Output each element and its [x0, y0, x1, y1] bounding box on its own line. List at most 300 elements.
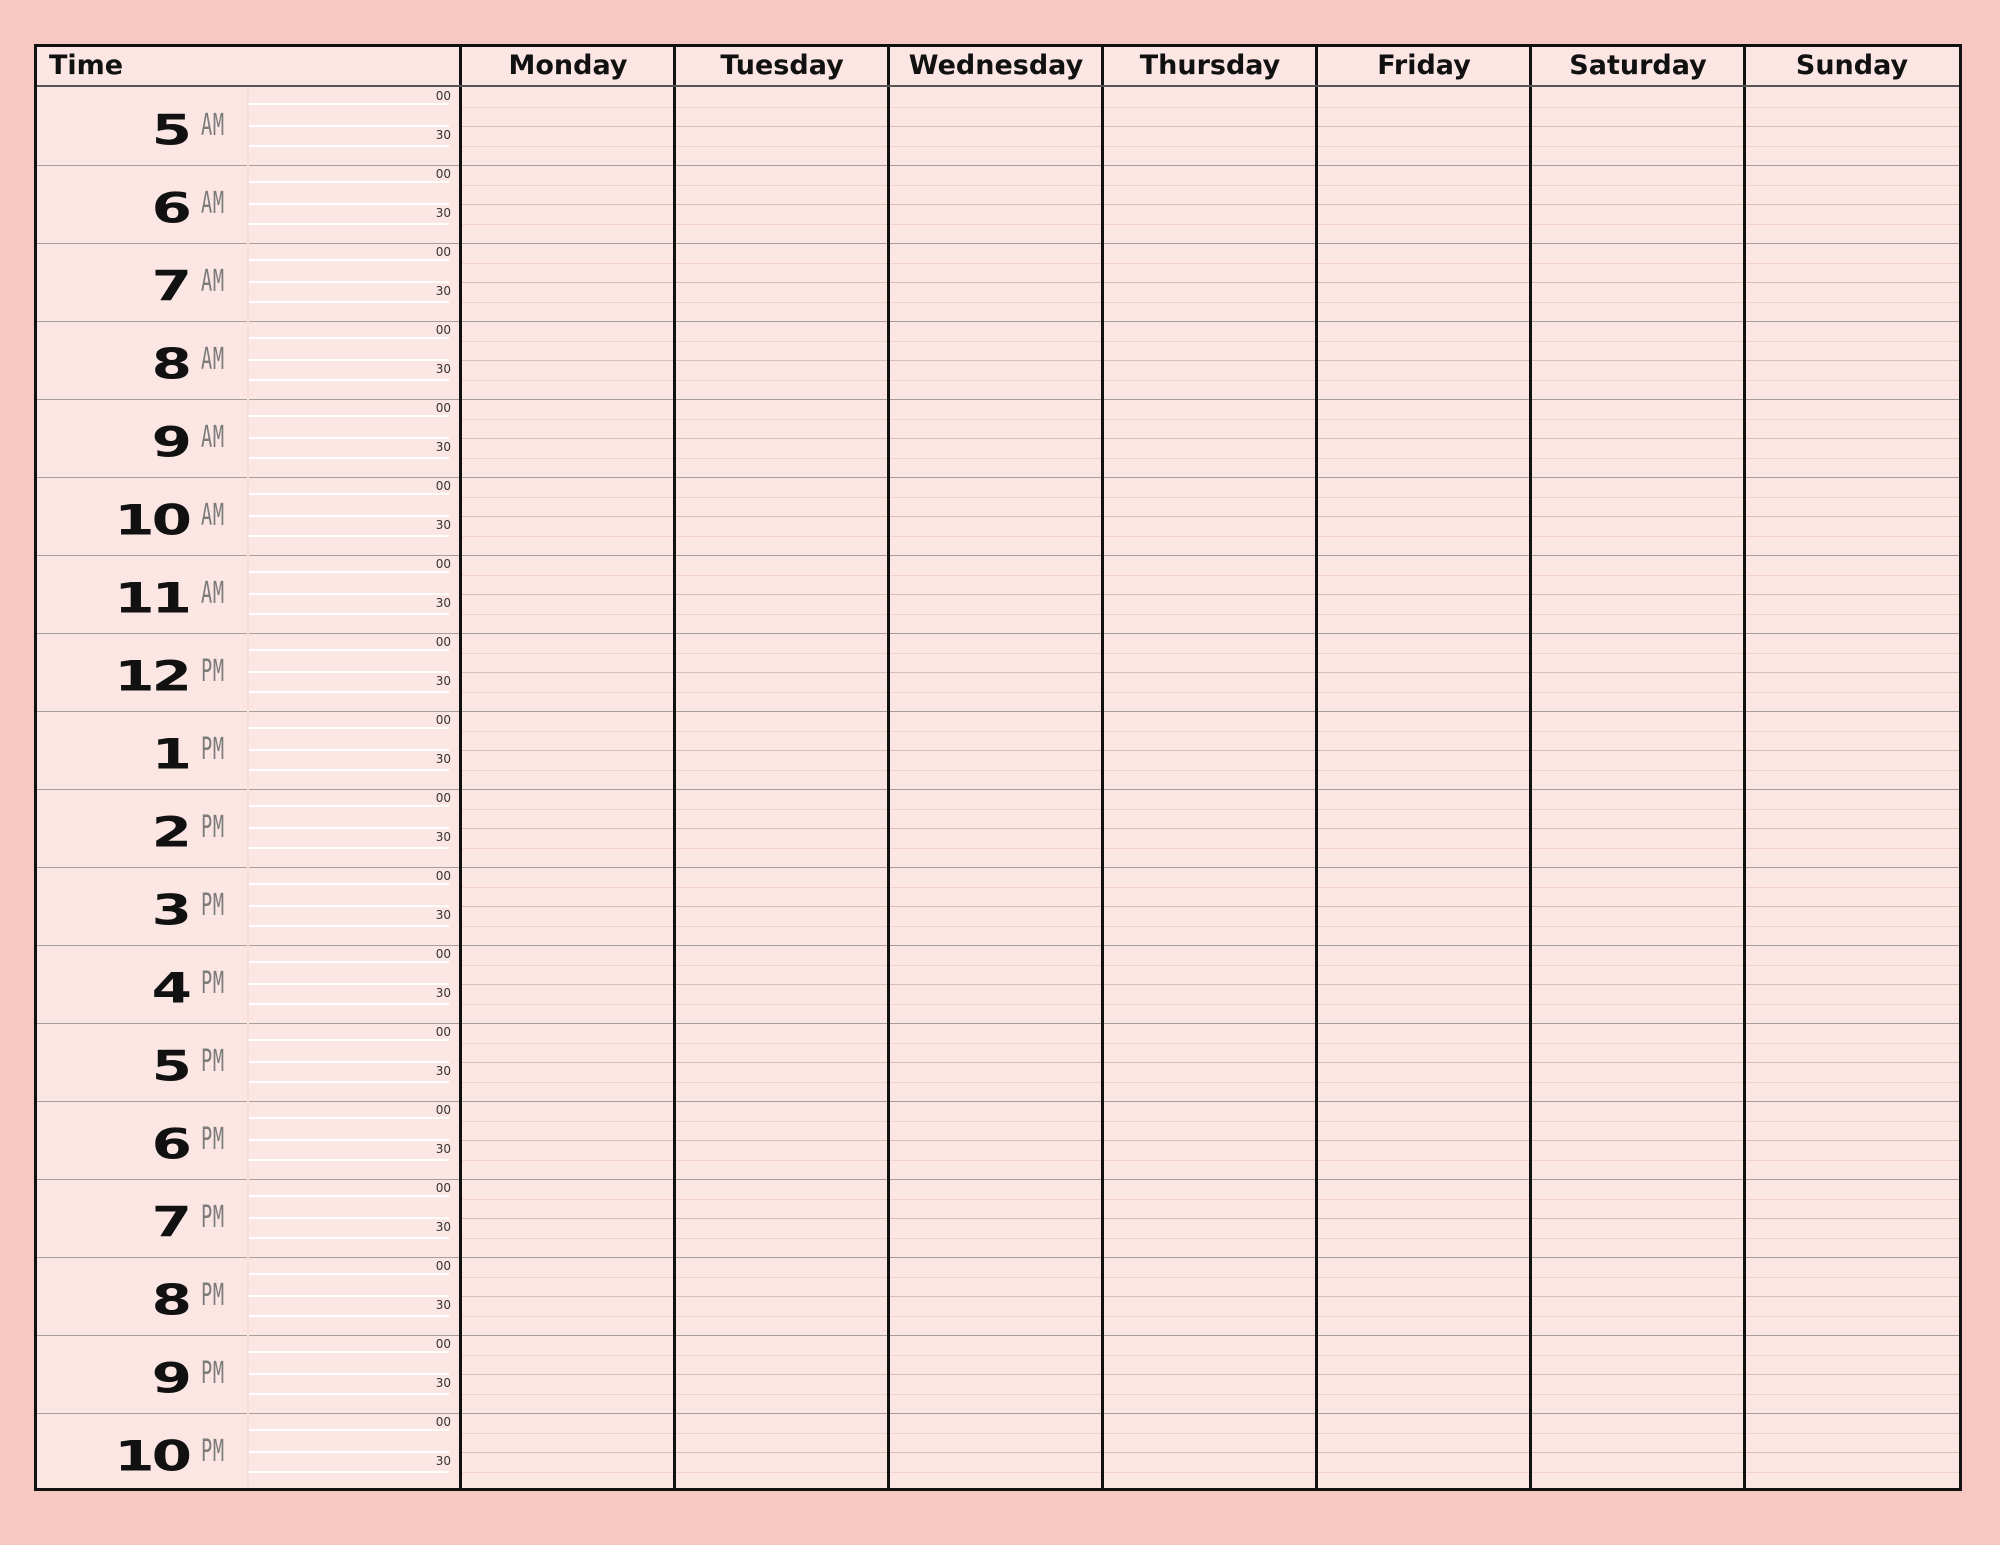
schedule-cell[interactable] [1531, 243, 1745, 321]
hour-suffix: PM [201, 1122, 225, 1157]
minute-marks [249, 243, 461, 321]
minute-label: 30 [435, 128, 451, 142]
minute-guide-line [249, 691, 449, 693]
minute-guide-line [249, 1217, 449, 1219]
minute-guide-line [249, 493, 449, 495]
schedule-cell[interactable] [675, 633, 889, 711]
minute-label: 00 [435, 947, 451, 961]
minute-guide-line [249, 181, 449, 183]
hour-number: 7 [151, 1197, 189, 1247]
schedule-cell[interactable] [1103, 165, 1317, 243]
schedule-cell[interactable] [889, 711, 1103, 789]
schedule-cell[interactable] [1317, 243, 1531, 321]
schedule-cell[interactable] [1103, 1413, 1317, 1491]
schedule-cell[interactable] [889, 555, 1103, 633]
schedule-cell[interactable] [1531, 1023, 1745, 1101]
minute-guide-line [249, 281, 449, 283]
schedule-cell[interactable] [675, 1335, 889, 1413]
minute-guide-line [249, 749, 449, 751]
hour-suffix: PM [201, 1278, 225, 1313]
hour-number: 6 [151, 183, 189, 233]
minute-label: 00 [435, 245, 451, 259]
minute-marks [249, 633, 461, 711]
minute-label: 30 [435, 908, 451, 922]
schedule-cell[interactable] [1317, 1257, 1531, 1335]
minute-guide-line [249, 805, 449, 807]
schedule-cell[interactable] [1317, 867, 1531, 945]
schedule-cell[interactable] [461, 321, 675, 399]
minute-marks [249, 477, 461, 555]
minute-guide-line [249, 905, 449, 907]
schedule-cell[interactable] [1103, 945, 1317, 1023]
schedule-cell[interactable] [1745, 399, 1959, 477]
minute-guide-line [249, 379, 449, 381]
schedule-cell[interactable] [1103, 789, 1317, 867]
schedule-cell[interactable] [1531, 321, 1745, 399]
minute-guide-line [249, 1273, 449, 1275]
day-header-tuesday: Tuesday [720, 50, 844, 81]
schedule-cell[interactable] [461, 555, 675, 633]
day-column-wednesday [889, 87, 1103, 1488]
schedule-cell[interactable] [1103, 399, 1317, 477]
schedule-cell[interactable] [889, 477, 1103, 555]
hour-number: 4 [151, 963, 189, 1013]
schedule-cell[interactable] [461, 243, 675, 321]
hour-number: 10 [114, 1431, 189, 1481]
schedule-cell[interactable] [1531, 1179, 1745, 1257]
minute-label: 00 [435, 323, 451, 337]
schedule-cell[interactable] [461, 1413, 675, 1491]
minute-guide-line [249, 259, 449, 261]
minute-marks [249, 1023, 461, 1101]
schedule-cell[interactable] [1531, 1413, 1745, 1491]
hour-label [37, 1179, 247, 1257]
schedule-cell[interactable] [1317, 1101, 1531, 1179]
hour-label [37, 243, 247, 321]
minute-label: 00 [435, 791, 451, 805]
schedule-cell[interactable] [1531, 789, 1745, 867]
hour-label [37, 711, 247, 789]
minute-label: 30 [435, 986, 451, 1000]
schedule-cell[interactable] [1317, 399, 1531, 477]
schedule-cell[interactable] [1317, 477, 1531, 555]
schedule-cell[interactable] [461, 789, 675, 867]
schedule-cell[interactable] [1317, 555, 1531, 633]
schedule-cell[interactable] [1531, 633, 1745, 711]
minute-guide-line [249, 359, 449, 361]
schedule-cell[interactable] [1531, 87, 1745, 165]
hour-label [37, 1101, 247, 1179]
schedule-cell[interactable] [675, 87, 889, 165]
day-header-thursday: Thursday [1139, 50, 1281, 81]
schedule-cell[interactable] [1745, 165, 1959, 243]
hour-suffix: PM [201, 966, 225, 1001]
day-header-friday: Friday [1377, 50, 1471, 81]
hour-number: 12 [114, 651, 189, 701]
minute-label: 00 [435, 1337, 451, 1351]
minute-label: 00 [435, 1259, 451, 1273]
minute-label: 30 [435, 1220, 451, 1234]
schedule-cell[interactable] [1317, 945, 1531, 1023]
minute-label: 00 [435, 1415, 451, 1429]
schedule-cell[interactable] [675, 1413, 889, 1491]
schedule-cell[interactable] [889, 321, 1103, 399]
schedule-cell[interactable] [889, 87, 1103, 165]
schedule-cell[interactable] [1317, 165, 1531, 243]
schedule-cell[interactable] [889, 1335, 1103, 1413]
schedule-cell[interactable] [1531, 1335, 1745, 1413]
hour-suffix: PM [201, 888, 225, 923]
minute-guide-line [249, 961, 449, 963]
minute-label: 00 [435, 401, 451, 415]
minute-marks [249, 165, 461, 243]
schedule-cell[interactable] [1745, 867, 1959, 945]
schedule-cell[interactable] [461, 1179, 675, 1257]
schedule-cell[interactable] [1103, 711, 1317, 789]
schedule-cell[interactable] [1531, 1101, 1745, 1179]
schedule-cell[interactable] [1745, 1023, 1959, 1101]
schedule-cell[interactable] [1103, 867, 1317, 945]
schedule-cell[interactable] [889, 867, 1103, 945]
schedule-cell[interactable] [1745, 711, 1959, 789]
hour-label [37, 1335, 247, 1413]
schedule-cell[interactable] [889, 789, 1103, 867]
hour-number: 5 [151, 105, 189, 155]
schedule-cell[interactable] [1317, 633, 1531, 711]
minute-marks [249, 1101, 461, 1179]
minute-label: 30 [435, 1376, 451, 1390]
hour-label [37, 321, 247, 399]
hour-suffix: PM [201, 654, 225, 689]
schedule-cell[interactable] [1317, 87, 1531, 165]
schedule-cell[interactable] [1317, 1023, 1531, 1101]
minute-guide-line [249, 1003, 449, 1005]
minute-label: 00 [435, 635, 451, 649]
minute-guide-line [249, 883, 449, 885]
minute-guide-line [249, 1393, 449, 1395]
hour-label [37, 789, 247, 867]
schedule-cell[interactable] [889, 945, 1103, 1023]
minute-guide-line [249, 223, 449, 225]
minute-label: 30 [435, 1298, 451, 1312]
schedule-cell[interactable] [461, 867, 675, 945]
schedule-cell[interactable] [1531, 711, 1745, 789]
hour-suffix: AM [201, 498, 225, 533]
minute-label: 00 [435, 479, 451, 493]
schedule-cell[interactable] [1103, 633, 1317, 711]
hour-number: 8 [151, 339, 189, 389]
minute-label: 30 [435, 596, 451, 610]
schedule-cell[interactable] [1103, 1257, 1317, 1335]
schedule-cell[interactable] [1745, 321, 1959, 399]
minute-guide-line [249, 1081, 449, 1083]
day-column-tuesday [675, 87, 889, 1488]
minute-guide-line [249, 145, 449, 147]
minute-marks [249, 321, 461, 399]
schedule-cell[interactable] [1103, 87, 1317, 165]
minute-marks [249, 555, 461, 633]
header-row [37, 47, 1959, 87]
minute-label: 30 [435, 440, 451, 454]
minute-label: 00 [435, 89, 451, 103]
schedule-cell[interactable] [675, 945, 889, 1023]
schedule-cell[interactable] [889, 165, 1103, 243]
schedule-cell[interactable] [1317, 1179, 1531, 1257]
hour-suffix: AM [201, 576, 225, 611]
minute-marks [249, 1179, 461, 1257]
minute-guide-line [249, 437, 449, 439]
minute-guide-line [249, 983, 449, 985]
schedule-cell[interactable] [1745, 1179, 1959, 1257]
schedule-cell[interactable] [1745, 243, 1959, 321]
minute-label: 00 [435, 713, 451, 727]
schedule-cell[interactable] [461, 711, 675, 789]
hour-label [37, 867, 247, 945]
schedule-cell[interactable] [1531, 477, 1745, 555]
day-header-saturday: Saturday [1569, 50, 1707, 81]
minute-marks [249, 711, 461, 789]
schedule-cell[interactable] [675, 399, 889, 477]
minute-guide-line [249, 1237, 449, 1239]
minute-marks [249, 867, 461, 945]
minute-guide-line [249, 103, 449, 105]
schedule-cell[interactable] [675, 321, 889, 399]
minute-guide-line [249, 613, 449, 615]
schedule-cell[interactable] [1103, 555, 1317, 633]
hour-suffix: AM [201, 108, 225, 143]
minute-label: 00 [435, 167, 451, 181]
hour-label [37, 1257, 247, 1335]
minute-label: 30 [435, 1142, 451, 1156]
schedule-cell[interactable] [1103, 1179, 1317, 1257]
schedule-cell[interactable] [461, 477, 675, 555]
schedule-cell[interactable] [1317, 711, 1531, 789]
hour-suffix: PM [201, 1434, 225, 1469]
schedule-cell[interactable] [461, 1023, 675, 1101]
minute-label: 00 [435, 557, 451, 571]
minute-guide-line [249, 671, 449, 673]
minute-marks [249, 87, 461, 165]
schedule-cell[interactable] [675, 1101, 889, 1179]
hour-number: 5 [151, 1041, 189, 1091]
schedule-cell[interactable] [1531, 555, 1745, 633]
day-column-monday [461, 87, 675, 1488]
hour-suffix: AM [201, 342, 225, 377]
hour-number: 7 [151, 261, 189, 311]
minute-label: 30 [435, 284, 451, 298]
hour-number: 9 [151, 417, 189, 467]
day-column-sunday [1745, 87, 1959, 1488]
schedule-cell[interactable] [461, 945, 675, 1023]
minute-guide-line [249, 649, 449, 651]
minute-guide-line [249, 1471, 449, 1473]
hour-suffix: PM [201, 1356, 225, 1391]
schedule-cell[interactable] [461, 1257, 675, 1335]
hour-label [37, 1023, 247, 1101]
hour-suffix: AM [201, 186, 225, 221]
minute-guide-line [249, 1061, 449, 1063]
hour-label [37, 165, 247, 243]
schedule-cell[interactable] [889, 1413, 1103, 1491]
schedule-cell[interactable] [675, 1257, 889, 1335]
hour-number: 11 [114, 573, 189, 623]
day-column-friday [1317, 87, 1531, 1488]
schedule-cell[interactable] [889, 243, 1103, 321]
minute-marks [249, 789, 461, 867]
schedule-cell[interactable] [1745, 945, 1959, 1023]
schedule-cell[interactable] [1103, 1023, 1317, 1101]
hour-number: 6 [151, 1119, 189, 1169]
schedule-cell[interactable] [1531, 165, 1745, 243]
schedule-cell[interactable] [461, 633, 675, 711]
minute-guide-line [249, 203, 449, 205]
schedule-cell[interactable] [889, 399, 1103, 477]
schedule-cell[interactable] [1745, 1257, 1959, 1335]
schedule-cell[interactable] [1317, 1413, 1531, 1491]
hour-label [37, 633, 247, 711]
schedule-cell[interactable] [889, 1101, 1103, 1179]
minute-guide-line [249, 1139, 449, 1141]
time-column-header: Time [49, 50, 124, 81]
minute-guide-line [249, 1039, 449, 1041]
minute-guide-line [249, 125, 449, 127]
schedule-cell[interactable] [1531, 867, 1745, 945]
minute-guide-line [249, 515, 449, 517]
schedule-cell[interactable] [1745, 87, 1959, 165]
schedule-cell[interactable] [675, 477, 889, 555]
minute-guide-line [249, 847, 449, 849]
hour-suffix: PM [201, 1200, 225, 1235]
minute-guide-line [249, 457, 449, 459]
schedule-cell[interactable] [1103, 1335, 1317, 1413]
hour-label [37, 87, 247, 165]
day-column-saturday [1531, 87, 1745, 1488]
schedule-cell[interactable] [1103, 321, 1317, 399]
minute-label: 30 [435, 206, 451, 220]
hour-label [37, 399, 247, 477]
minute-label: 30 [435, 752, 451, 766]
schedule-cell[interactable] [461, 399, 675, 477]
schedule-cell[interactable] [1745, 1101, 1959, 1179]
hour-number: 9 [151, 1353, 189, 1403]
minute-guide-line [249, 301, 449, 303]
minute-guide-line [249, 1295, 449, 1297]
minute-guide-line [249, 535, 449, 537]
minute-guide-line [249, 727, 449, 729]
minute-label: 30 [435, 1454, 451, 1468]
minute-marks [249, 1257, 461, 1335]
schedule-cell[interactable] [461, 87, 675, 165]
schedule-cell[interactable] [675, 1179, 889, 1257]
minute-marks [249, 945, 461, 1023]
minute-label: 30 [435, 830, 451, 844]
minute-label: 00 [435, 869, 451, 883]
hour-number: 8 [151, 1275, 189, 1325]
minute-guide-line [249, 1373, 449, 1375]
minute-guide-line [249, 827, 449, 829]
schedule-cell[interactable] [889, 1023, 1103, 1101]
schedule-cell[interactable] [1745, 633, 1959, 711]
schedule-cell[interactable] [1531, 399, 1745, 477]
schedule-cell[interactable] [461, 1335, 675, 1413]
day-column-thursday [1103, 87, 1317, 1488]
schedule-cell[interactable] [675, 243, 889, 321]
hour-suffix: PM [201, 732, 225, 767]
schedule-cell[interactable] [1103, 1101, 1317, 1179]
schedule-cell[interactable] [1317, 321, 1531, 399]
schedule-cell[interactable] [1531, 1257, 1745, 1335]
schedule-cell[interactable] [1531, 945, 1745, 1023]
minute-guide-line [249, 1195, 449, 1197]
minute-guide-line [249, 593, 449, 595]
minute-guide-line [249, 415, 449, 417]
minute-guide-line [249, 925, 449, 927]
schedule-cell[interactable] [1745, 555, 1959, 633]
hour-number: 2 [151, 807, 189, 857]
minute-guide-line [249, 1451, 449, 1453]
schedule-cell[interactable] [675, 867, 889, 945]
schedule-cell[interactable] [1103, 477, 1317, 555]
schedule-cell[interactable] [1745, 1413, 1959, 1491]
schedule-cell[interactable] [675, 555, 889, 633]
minute-label: 30 [435, 362, 451, 376]
minute-label: 00 [435, 1103, 451, 1117]
minute-guide-line [249, 337, 449, 339]
hour-suffix: PM [201, 810, 225, 845]
schedule-cell[interactable] [1317, 1335, 1531, 1413]
day-header-wednesday: Wednesday [908, 50, 1084, 81]
hour-label [37, 945, 247, 1023]
hour-label [37, 1413, 247, 1491]
schedule-cell[interactable] [675, 165, 889, 243]
schedule-cell[interactable] [889, 1179, 1103, 1257]
hour-suffix: AM [201, 420, 225, 455]
schedule-cell[interactable] [461, 165, 675, 243]
hour-suffix: AM [201, 264, 225, 299]
minute-label: 00 [435, 1025, 451, 1039]
schedule-cell[interactable] [889, 633, 1103, 711]
schedule-cell[interactable] [675, 711, 889, 789]
schedule-cell[interactable] [1745, 789, 1959, 867]
minute-label: 30 [435, 518, 451, 532]
schedule-cell[interactable] [675, 1023, 889, 1101]
minute-guide-line [249, 571, 449, 573]
minute-guide-line [249, 1351, 449, 1353]
minute-guide-line [249, 1117, 449, 1119]
schedule-cell[interactable] [889, 1257, 1103, 1335]
schedule-cell[interactable] [1103, 243, 1317, 321]
schedule-cell[interactable] [675, 789, 889, 867]
minute-label: 30 [435, 1064, 451, 1078]
minute-marks [249, 399, 461, 477]
hour-number: 10 [114, 495, 189, 545]
minute-marks [249, 1413, 461, 1491]
schedule-cell[interactable] [1745, 477, 1959, 555]
hour-label [37, 477, 247, 555]
hour-number: 3 [151, 885, 189, 935]
schedule-cell[interactable] [461, 1101, 675, 1179]
schedule-cell[interactable] [1745, 1335, 1959, 1413]
weekly-planner [34, 44, 1962, 1491]
minute-label: 30 [435, 674, 451, 688]
hour-number: 1 [151, 729, 189, 779]
minute-marks [249, 1335, 461, 1413]
hour-label [37, 555, 247, 633]
schedule-cell[interactable] [1317, 789, 1531, 867]
day-header-monday: Monday [508, 50, 628, 81]
minute-guide-line [249, 1429, 449, 1431]
minute-label: 00 [435, 1181, 451, 1195]
